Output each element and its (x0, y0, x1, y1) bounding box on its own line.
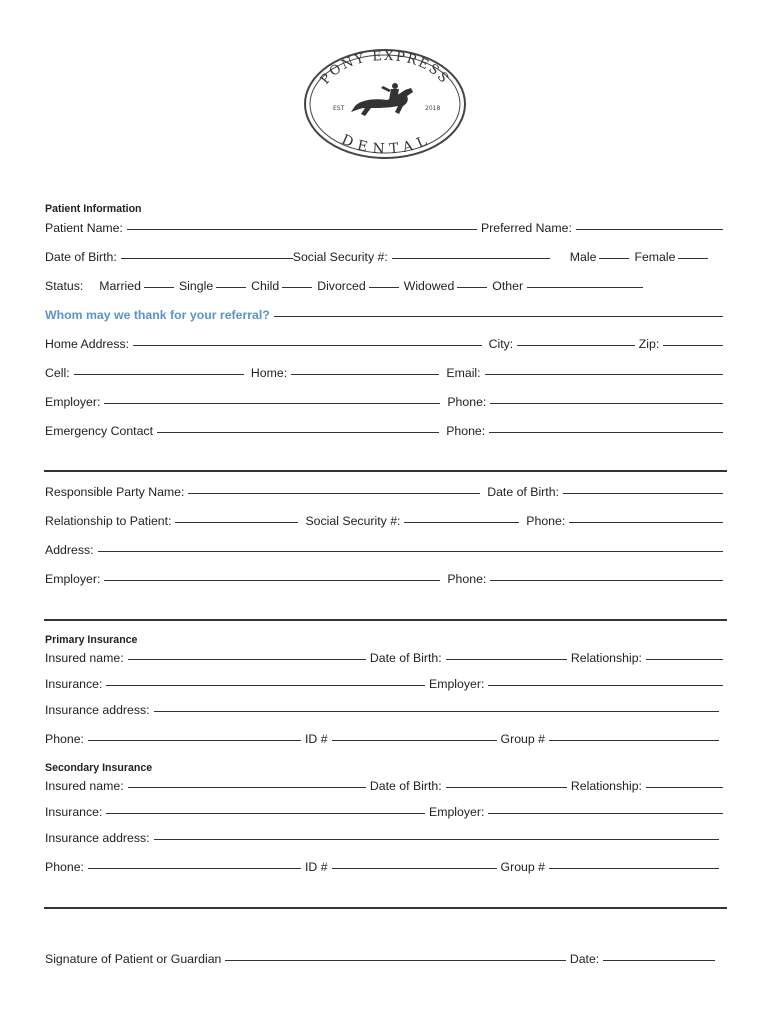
primary-insured-row (45, 651, 723, 665)
primary-insurance-row (45, 677, 723, 691)
responsible-employer-phone-field[interactable] (490, 580, 723, 581)
emergency-phone-field[interactable] (489, 432, 723, 433)
logo-est: EST (333, 105, 345, 112)
primary-insured-label: Insured name: (45, 651, 124, 665)
secondary-address-row (45, 831, 723, 845)
female-field[interactable] (678, 258, 708, 259)
responsible-employer-label: Employer: (45, 572, 101, 586)
primary-address-label: Insurance address: (45, 703, 150, 717)
responsible-employer-phone-label: Phone: (447, 572, 487, 586)
responsible-phone-label: Phone: (526, 514, 566, 528)
pony-express-dental-logo (303, 48, 467, 160)
status-child-label: Child (251, 279, 280, 293)
primary-group-field[interactable] (549, 740, 719, 741)
primary-address-row (45, 703, 723, 717)
secondary-group-field[interactable] (549, 868, 719, 869)
home-phone-field[interactable] (291, 374, 439, 375)
responsible-employer-row (45, 572, 723, 586)
city-field[interactable] (517, 345, 635, 346)
responsible-name-label: Responsible Party Name: (45, 485, 185, 499)
secondary-address-field[interactable] (154, 839, 719, 840)
relationship-field[interactable] (175, 522, 298, 523)
status-divorced-label: Divorced (317, 279, 366, 293)
status-row (45, 279, 723, 293)
primary-insurance-heading: Primary Insurance (45, 634, 138, 646)
responsible-ssn-label: Social Security #: (305, 514, 401, 528)
primary-group-label: Group # (500, 732, 545, 746)
emergency-contact-label: Emergency Contact (45, 424, 153, 438)
section-divider (44, 470, 727, 472)
female-label: Female (634, 250, 676, 264)
responsible-name-row (45, 485, 723, 499)
secondary-insurance-label: Insurance: (45, 805, 103, 819)
signature-date-label: Date: (569, 952, 600, 966)
responsible-name-field[interactable] (188, 493, 480, 494)
signature-row (45, 952, 723, 966)
secondary-phone-label: Phone: (45, 860, 84, 874)
secondary-insurance-row (45, 805, 723, 819)
logo-arc-top: PONY EXPRESS (317, 48, 453, 88)
status-widowed-field[interactable] (457, 287, 487, 288)
responsible-address-label: Address: (45, 543, 94, 557)
logo-year: 2018 (425, 105, 441, 112)
emergency-contact-field[interactable] (157, 432, 439, 433)
primary-phone-label: Phone: (45, 732, 84, 746)
male-field[interactable] (599, 258, 629, 259)
status-widowed-label: Widowed (403, 279, 455, 293)
status-other-field[interactable] (527, 287, 643, 288)
primary-relationship-field[interactable] (646, 659, 723, 660)
primary-relationship-label: Relationship: (570, 651, 642, 665)
responsible-address-row (45, 543, 723, 557)
secondary-id-label: ID # (304, 860, 328, 874)
secondary-insurance-heading: Secondary Insurance (45, 762, 153, 774)
secondary-insured-row (45, 779, 723, 793)
relationship-row (45, 514, 723, 528)
patient-name-label: Patient Name: (45, 221, 123, 235)
contact-row (45, 366, 723, 380)
signature-field[interactable] (225, 960, 565, 961)
secondary-address-label: Insurance address: (45, 831, 150, 845)
primary-id-field[interactable] (332, 740, 497, 741)
referral-row (45, 308, 723, 322)
zip-label: Zip: (638, 337, 660, 351)
responsible-phone-field[interactable] (569, 522, 723, 523)
preferred-name-field[interactable] (576, 229, 723, 230)
status-child-field[interactable] (282, 287, 312, 288)
primary-dob-label: Date of Birth: (369, 651, 442, 665)
referral-label: Whom may we thank for your referral? (45, 308, 270, 322)
signature-date-field[interactable] (603, 960, 715, 961)
status-label: Status: (45, 279, 84, 293)
emergency-phone-label: Phone: (446, 424, 486, 438)
dob-row (45, 250, 723, 264)
secondary-phone-row (45, 860, 723, 874)
responsible-ssn-field[interactable] (404, 522, 519, 523)
ssn-field[interactable] (392, 258, 550, 259)
patient-name-field[interactable] (127, 229, 477, 230)
primary-phone-field[interactable] (88, 740, 301, 741)
secondary-id-field[interactable] (332, 868, 497, 869)
primary-dob-field[interactable] (446, 659, 567, 660)
email-field[interactable] (485, 374, 723, 375)
secondary-employer-label: Employer: (429, 805, 485, 819)
primary-insured-field[interactable] (128, 659, 366, 660)
cell-label: Cell: (45, 366, 70, 380)
secondary-insured-label: Insured name: (45, 779, 124, 793)
status-married-field[interactable] (144, 287, 174, 288)
status-single-field[interactable] (216, 287, 246, 288)
status-divorced-field[interactable] (369, 287, 399, 288)
secondary-dob-label: Date of Birth: (369, 779, 442, 793)
employer-phone-label: Phone: (447, 395, 487, 409)
dob-field[interactable] (121, 258, 293, 259)
secondary-employer-field[interactable] (488, 813, 723, 814)
secondary-relationship-label: Relationship: (570, 779, 642, 793)
primary-insurance-field[interactable] (106, 685, 425, 686)
home-address-label: Home Address: (45, 337, 130, 351)
employer-row (45, 395, 723, 409)
cell-field[interactable] (74, 374, 244, 375)
secondary-phone-field[interactable] (88, 868, 301, 869)
employer-label: Employer: (45, 395, 101, 409)
relationship-label: Relationship to Patient: (45, 514, 172, 528)
home-address-row (45, 337, 723, 351)
primary-employer-field[interactable] (488, 685, 723, 686)
primary-employer-label: Employer: (429, 677, 485, 691)
responsible-dob-label: Date of Birth: (487, 485, 559, 499)
primary-phone-row (45, 732, 723, 746)
logo-arc-bottom: DENTAL (339, 131, 434, 158)
svg-text:PONY EXPRESS (318, 49, 452, 88)
home-address-field[interactable] (133, 345, 482, 346)
ssn-label: Social Security #: (292, 250, 388, 264)
primary-address-field[interactable] (154, 711, 719, 712)
status-other-label: Other (492, 279, 524, 293)
patient-info-heading: Patient Information (45, 203, 142, 215)
secondary-group-label: Group # (500, 860, 545, 874)
email-label: Email: (446, 366, 481, 380)
secondary-insurance-field[interactable] (106, 813, 425, 814)
responsible-address-field[interactable] (98, 551, 723, 552)
referral-field[interactable] (274, 316, 723, 317)
dob-label: Date of Birth: (45, 250, 117, 264)
employer-field[interactable] (104, 403, 440, 404)
home-phone-label: Home: (250, 366, 288, 380)
male-label: Male (569, 250, 597, 264)
primary-insurance-label: Insurance: (45, 677, 103, 691)
responsible-dob-field[interactable] (563, 493, 723, 494)
secondary-insured-field[interactable] (128, 787, 366, 788)
status-married-label: Married (99, 279, 141, 293)
secondary-relationship-field[interactable] (646, 787, 723, 788)
patient-name-row (45, 221, 723, 235)
section-divider (44, 619, 727, 621)
employer-phone-field[interactable] (490, 403, 723, 404)
primary-id-label: ID # (304, 732, 328, 746)
status-single-label: Single (178, 279, 214, 293)
emergency-row (45, 424, 723, 438)
city-label: City: (488, 337, 514, 351)
signature-label: Signature of Patient or Guardian (45, 952, 222, 966)
section-divider (44, 907, 727, 909)
secondary-dob-field[interactable] (446, 787, 567, 788)
responsible-employer-field[interactable] (104, 580, 440, 581)
horse-rider-icon (351, 83, 413, 116)
preferred-name-label: Preferred Name: (480, 221, 572, 235)
zip-field[interactable] (663, 345, 723, 346)
